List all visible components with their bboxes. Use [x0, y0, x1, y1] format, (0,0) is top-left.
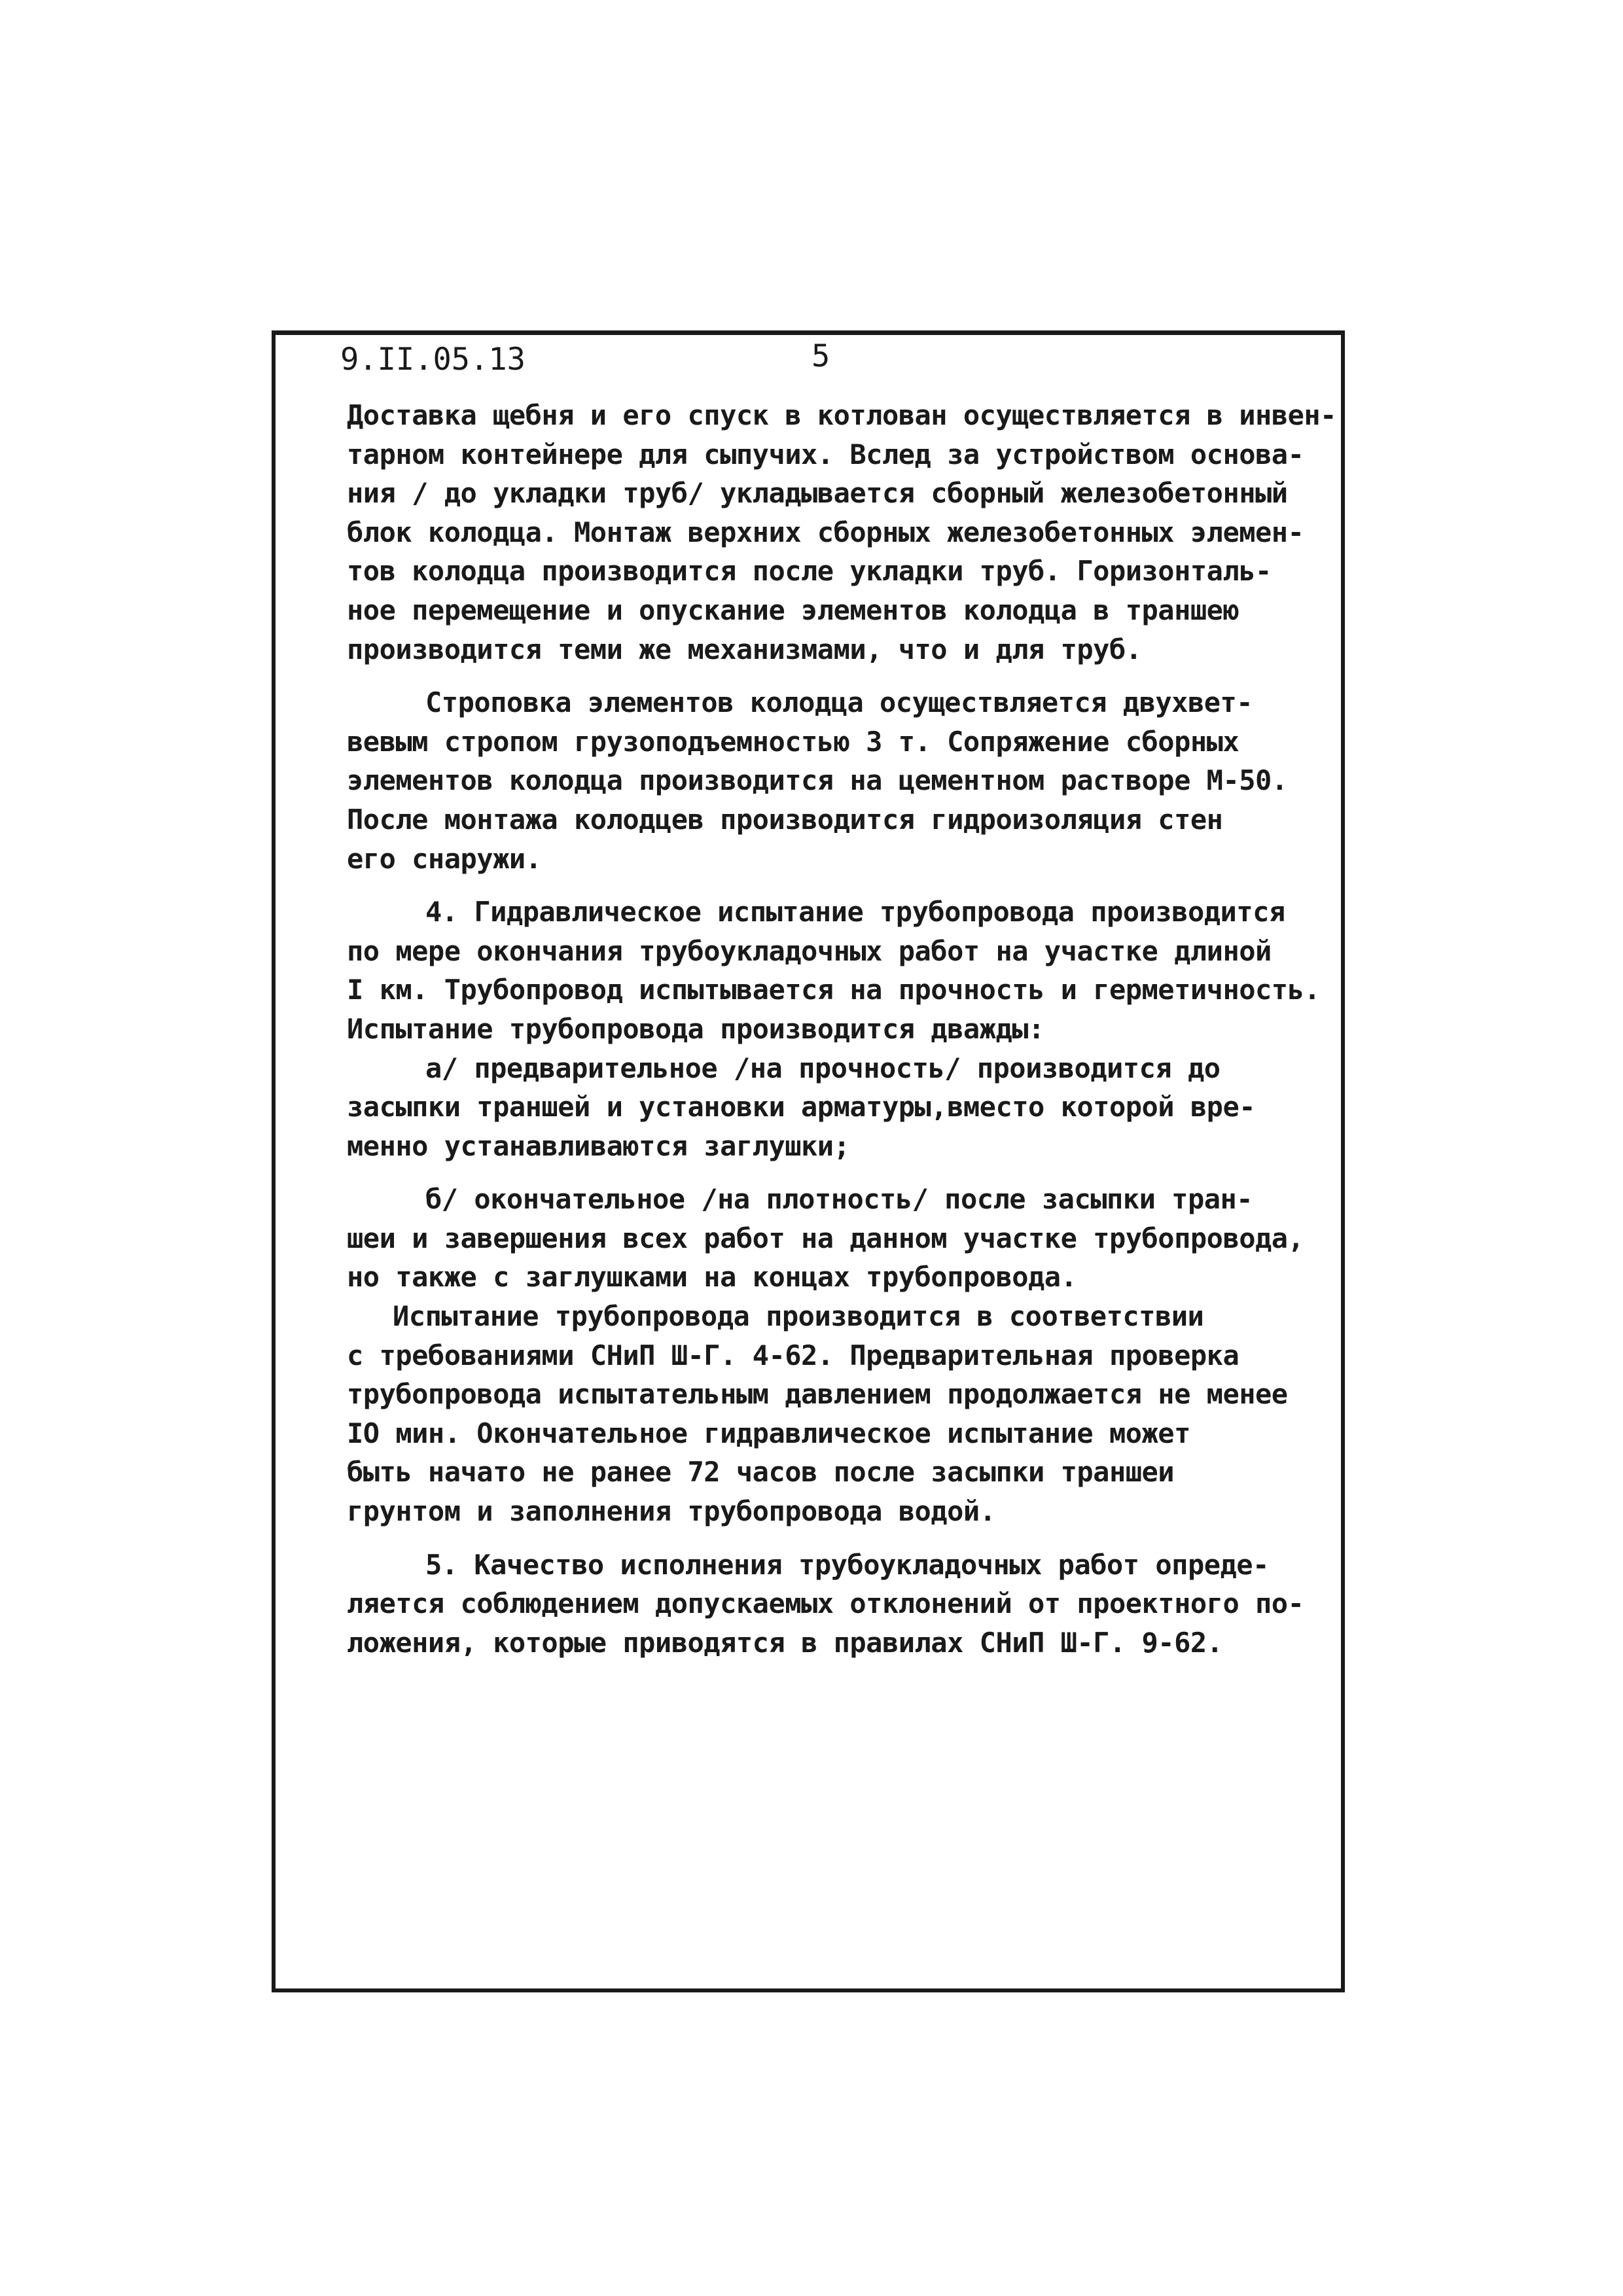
text-line: После монтажа колодцев производится гидроизоляция стен [347, 803, 1223, 836]
list-item-b [347, 1180, 1329, 1297]
text-line: с требованиями СНиП Ш-Г. 4-62. Предварительная проверка [347, 1339, 1240, 1371]
text-line: б/ окончательное /на плотность/ после засыпки тран- [425, 1183, 1253, 1216]
text-line: засыпки траншей и установки арматуры,вместо которой вре- [347, 1091, 1256, 1123]
text-line: быть начато не ранее 72 часов после засыпки траншеи [347, 1456, 1175, 1489]
text-line: IO мин. Окончательное гидравлическое испытание может [347, 1417, 1190, 1449]
document-code: 9.II.05.13 [340, 342, 526, 378]
text-line: ния / до укладки труб/ укладывается сборный железобетонный [347, 477, 1288, 510]
text-line: вевым стропом грузоподъемностью 3 т. Сопряжение сборных [347, 725, 1240, 758]
text-line: ное перемещение и опускание элементов колодца в траншею [347, 593, 1240, 626]
text-line: трубопровода испытательным давлением продолжается не менее [347, 1378, 1288, 1411]
paragraph-slinging [347, 683, 1329, 878]
text-line: I км. Трубопровод испытывается на прочность и герметичность. [347, 974, 1321, 1006]
document-body [347, 396, 1336, 1662]
text-line: а/ предварительное /на прочность/ производится до [425, 1051, 1221, 1084]
paragraph-hydraulic-test [347, 892, 1329, 1048]
text-line: 4. Гидравлическое испытание трубопровода производится [425, 896, 1285, 928]
text-line: Испытание трубопровода производится дважды: [347, 1012, 1044, 1045]
text-line: производится теми же механизмами, что и для труб. [347, 633, 1142, 665]
text-line: элементов колодца производится на цементном растворе М-50. [347, 764, 1288, 797]
text-line: грунтом и заполнения трубопровода водой. [347, 1495, 996, 1528]
paragraph-quality [347, 1545, 1329, 1663]
text-line: тарном контейнере для сыпучих. Вслед за устройством основа- [347, 438, 1304, 470]
text-line: Строповка элементов колодца осуществляется двухвет- [425, 686, 1253, 719]
text-line: ложения, которые приводятся в правилах СНиП Ш-Г. 9-62. [347, 1626, 1223, 1659]
text-line: ляется соблюдением допускаемых отклонений от проектного по- [347, 1587, 1304, 1620]
paragraph-delivery [347, 396, 1336, 669]
text-line: тов колодца производится после укладки труб. Горизонталь- [347, 555, 1272, 588]
page-number: 5 [812, 338, 830, 374]
text-line: 5. Качество исполнения трубоукладочных работ опреде- [425, 1548, 1269, 1581]
list-item-a [347, 1049, 1329, 1166]
text-line: Доставка щебня и его спуск в котлован осуществляется в инвен- [347, 399, 1336, 431]
text-line: его снаружи. [347, 842, 542, 875]
text-line: блок колодца. Монтаж верхних сборных железобетонных элемен- [347, 516, 1304, 548]
text-line: менно устанавливаются заглушки; [347, 1129, 850, 1162]
text-line: шеи и завершения всех работ на данном участке трубопровода, [347, 1222, 1304, 1254]
text-line: по мере окончания трубоукладочных работ на участке длиной [347, 934, 1272, 967]
text-line: но также с заглушками на концах трубопровода. [347, 1261, 1077, 1294]
paragraph-test-requirements [347, 1297, 1329, 1531]
text-line: Испытание трубопровода производится в соответствии [393, 1300, 1204, 1333]
